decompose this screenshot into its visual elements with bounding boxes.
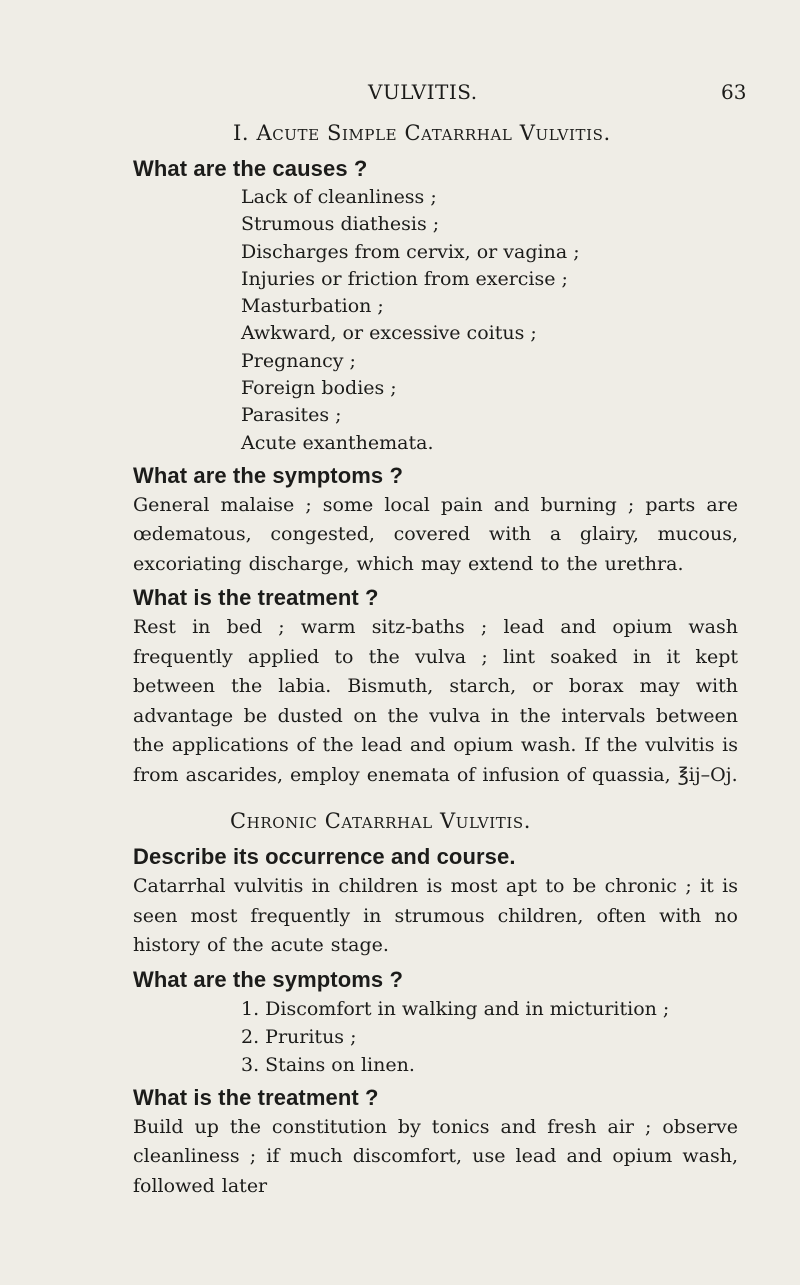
section-title-acute: I. Acute Simple Catarrhal Vulvitis. <box>233 121 611 145</box>
question-symptoms-acute: What are the symptoms ? <box>133 462 404 488</box>
list-item: 2. Pruritus ; <box>241 1025 357 1048</box>
section-title-chronic: Chronic Catarrhal Vulvitis. <box>230 809 532 834</box>
list-item: Pregnancy ; <box>241 349 356 372</box>
list-item: Strumous diathesis ; <box>241 213 440 236</box>
causes-list <box>133 184 738 457</box>
page-body <box>133 118 738 1205</box>
list-item: 3. Stains on linen. <box>241 1053 415 1076</box>
list-item: Parasites ; <box>241 404 342 427</box>
list-item: Lack of cleanliness ; <box>241 186 437 208</box>
answer-symptoms-acute: General malaise ; some local pain and burning ; parts are œdematous, congested, covered with a glairy, mucous, excoriating discharge, which may extend to the urethra. <box>133 493 738 575</box>
question-treatment-chronic: What is the treatment ? <box>133 1084 379 1110</box>
answer-occurrence: Catarrhal vulvitis in children is most apt to be chronic ; it is seen most frequently in strumous children, often with no history of the acute stage. <box>133 875 738 957</box>
list-item: Discharges from cervix, or vagina ; <box>241 240 580 263</box>
running-head <box>0 80 800 106</box>
running-head-title: VULVITIS. <box>368 80 478 104</box>
question-occurrence: Describe its occurrence and course. <box>133 844 516 870</box>
question-causes: What are the causes ? <box>133 156 368 181</box>
list-item: Injuries or friction from exercise ; <box>241 267 568 290</box>
symptoms-list <box>133 995 738 1079</box>
answer-treatment-acute: Rest in bed ; warm sitz-baths ; lead and opium wash frequently applied to the vulva ; lint soaked in it kept between the labia. Bismuth, starch, or borax may with advantage be dusted on the vulva in the intervals between the applications of the lead and opium wash. If the vulvitis is from ascarides, employ enemata of infusion of quassia, ℥ij–Oj. <box>133 616 738 786</box>
question-symptoms-chronic: What are the symptoms ? <box>133 966 404 992</box>
list-item: 1. Discomfort in walking and in micturition ; <box>241 997 670 1020</box>
page-number: 63 <box>721 80 747 104</box>
answer-treatment-chronic: Build up the constitution by tonics and fresh air ; observe cleanliness ; if much discomfort, use lead and opium wash, followed later <box>133 1115 738 1197</box>
list-item: Masturbation ; <box>241 295 384 318</box>
list-item: Awkward, or excessive coitus ; <box>241 322 537 345</box>
list-item: Acute exanthemata. <box>241 431 434 454</box>
list-item: Foreign bodies ; <box>241 377 397 400</box>
question-treatment-acute: What is the treatment ? <box>133 585 379 611</box>
